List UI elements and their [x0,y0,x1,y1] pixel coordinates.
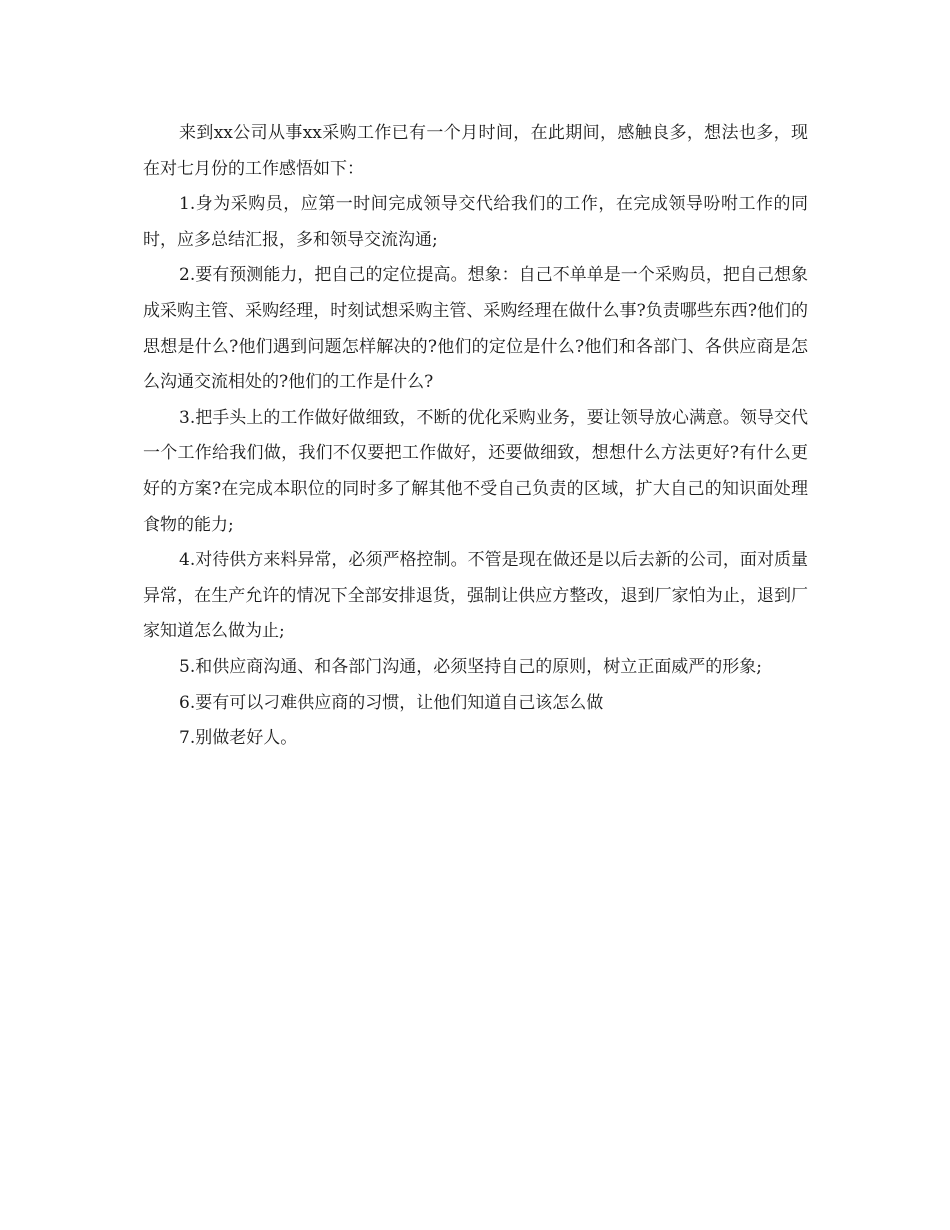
point-1-paragraph: 1.身为采购员，应第一时间完成领导交代给我们的工作，在完成领导吩咐工作的同时，应多总结汇报，多和领导交流沟通; [143,194,808,250]
point-7-paragraph: 7.别做老好人。 [179,728,298,749]
point-6-paragraph: 6.要有可以刁难供应商的习惯，让他们知道自己该怎么做 [179,692,604,713]
intro-paragraph: 来到xx公司从事xx采购工作已有一个月时间，在此期间，感触良多，想法也多，现在对七月份的工作感悟如下： [143,123,808,179]
point-2-paragraph: 2.要有预测能力，把自己的定位提高。想象：自己不单单是一个采购员，把自己想象成采购主管、采购经理，时刻试想采购主管、采购经理在做什么事?负责哪些东西?他们的思想是什么?他们遇到问题怎样解决的?他们的定位是什么?他们和各部门、各供应商是怎么沟通交流相处的?他们的工作是什么? [143,265,808,393]
point-3-paragraph: 3.把手头上的工作做好做细致，不断的优化采购业务，要让领导放心满意。领导交代一个工作给我们做，我们不仅要把工作做好，还要做细致，想想什么方法更好?有什么更好的方案?在完成本职位的同时多了解其他不受自己负责的区域，扩大自己的知识面处理食物的能力; [143,407,808,535]
document-body [143,116,808,757]
point-4-paragraph: 4.对待供方来料异常，必须严格控制。不管是现在做还是以后去新的公司，面对质量异常，在生产允许的情况下全部安排退货，强制让供应方整改，退到厂家怕为止，退到厂家知道怎么做为止; [143,550,808,642]
point-5-paragraph: 5.和供应商沟通、和各部门沟通，必须坚持自己的原则，树立正面威严的形象; [179,656,762,677]
